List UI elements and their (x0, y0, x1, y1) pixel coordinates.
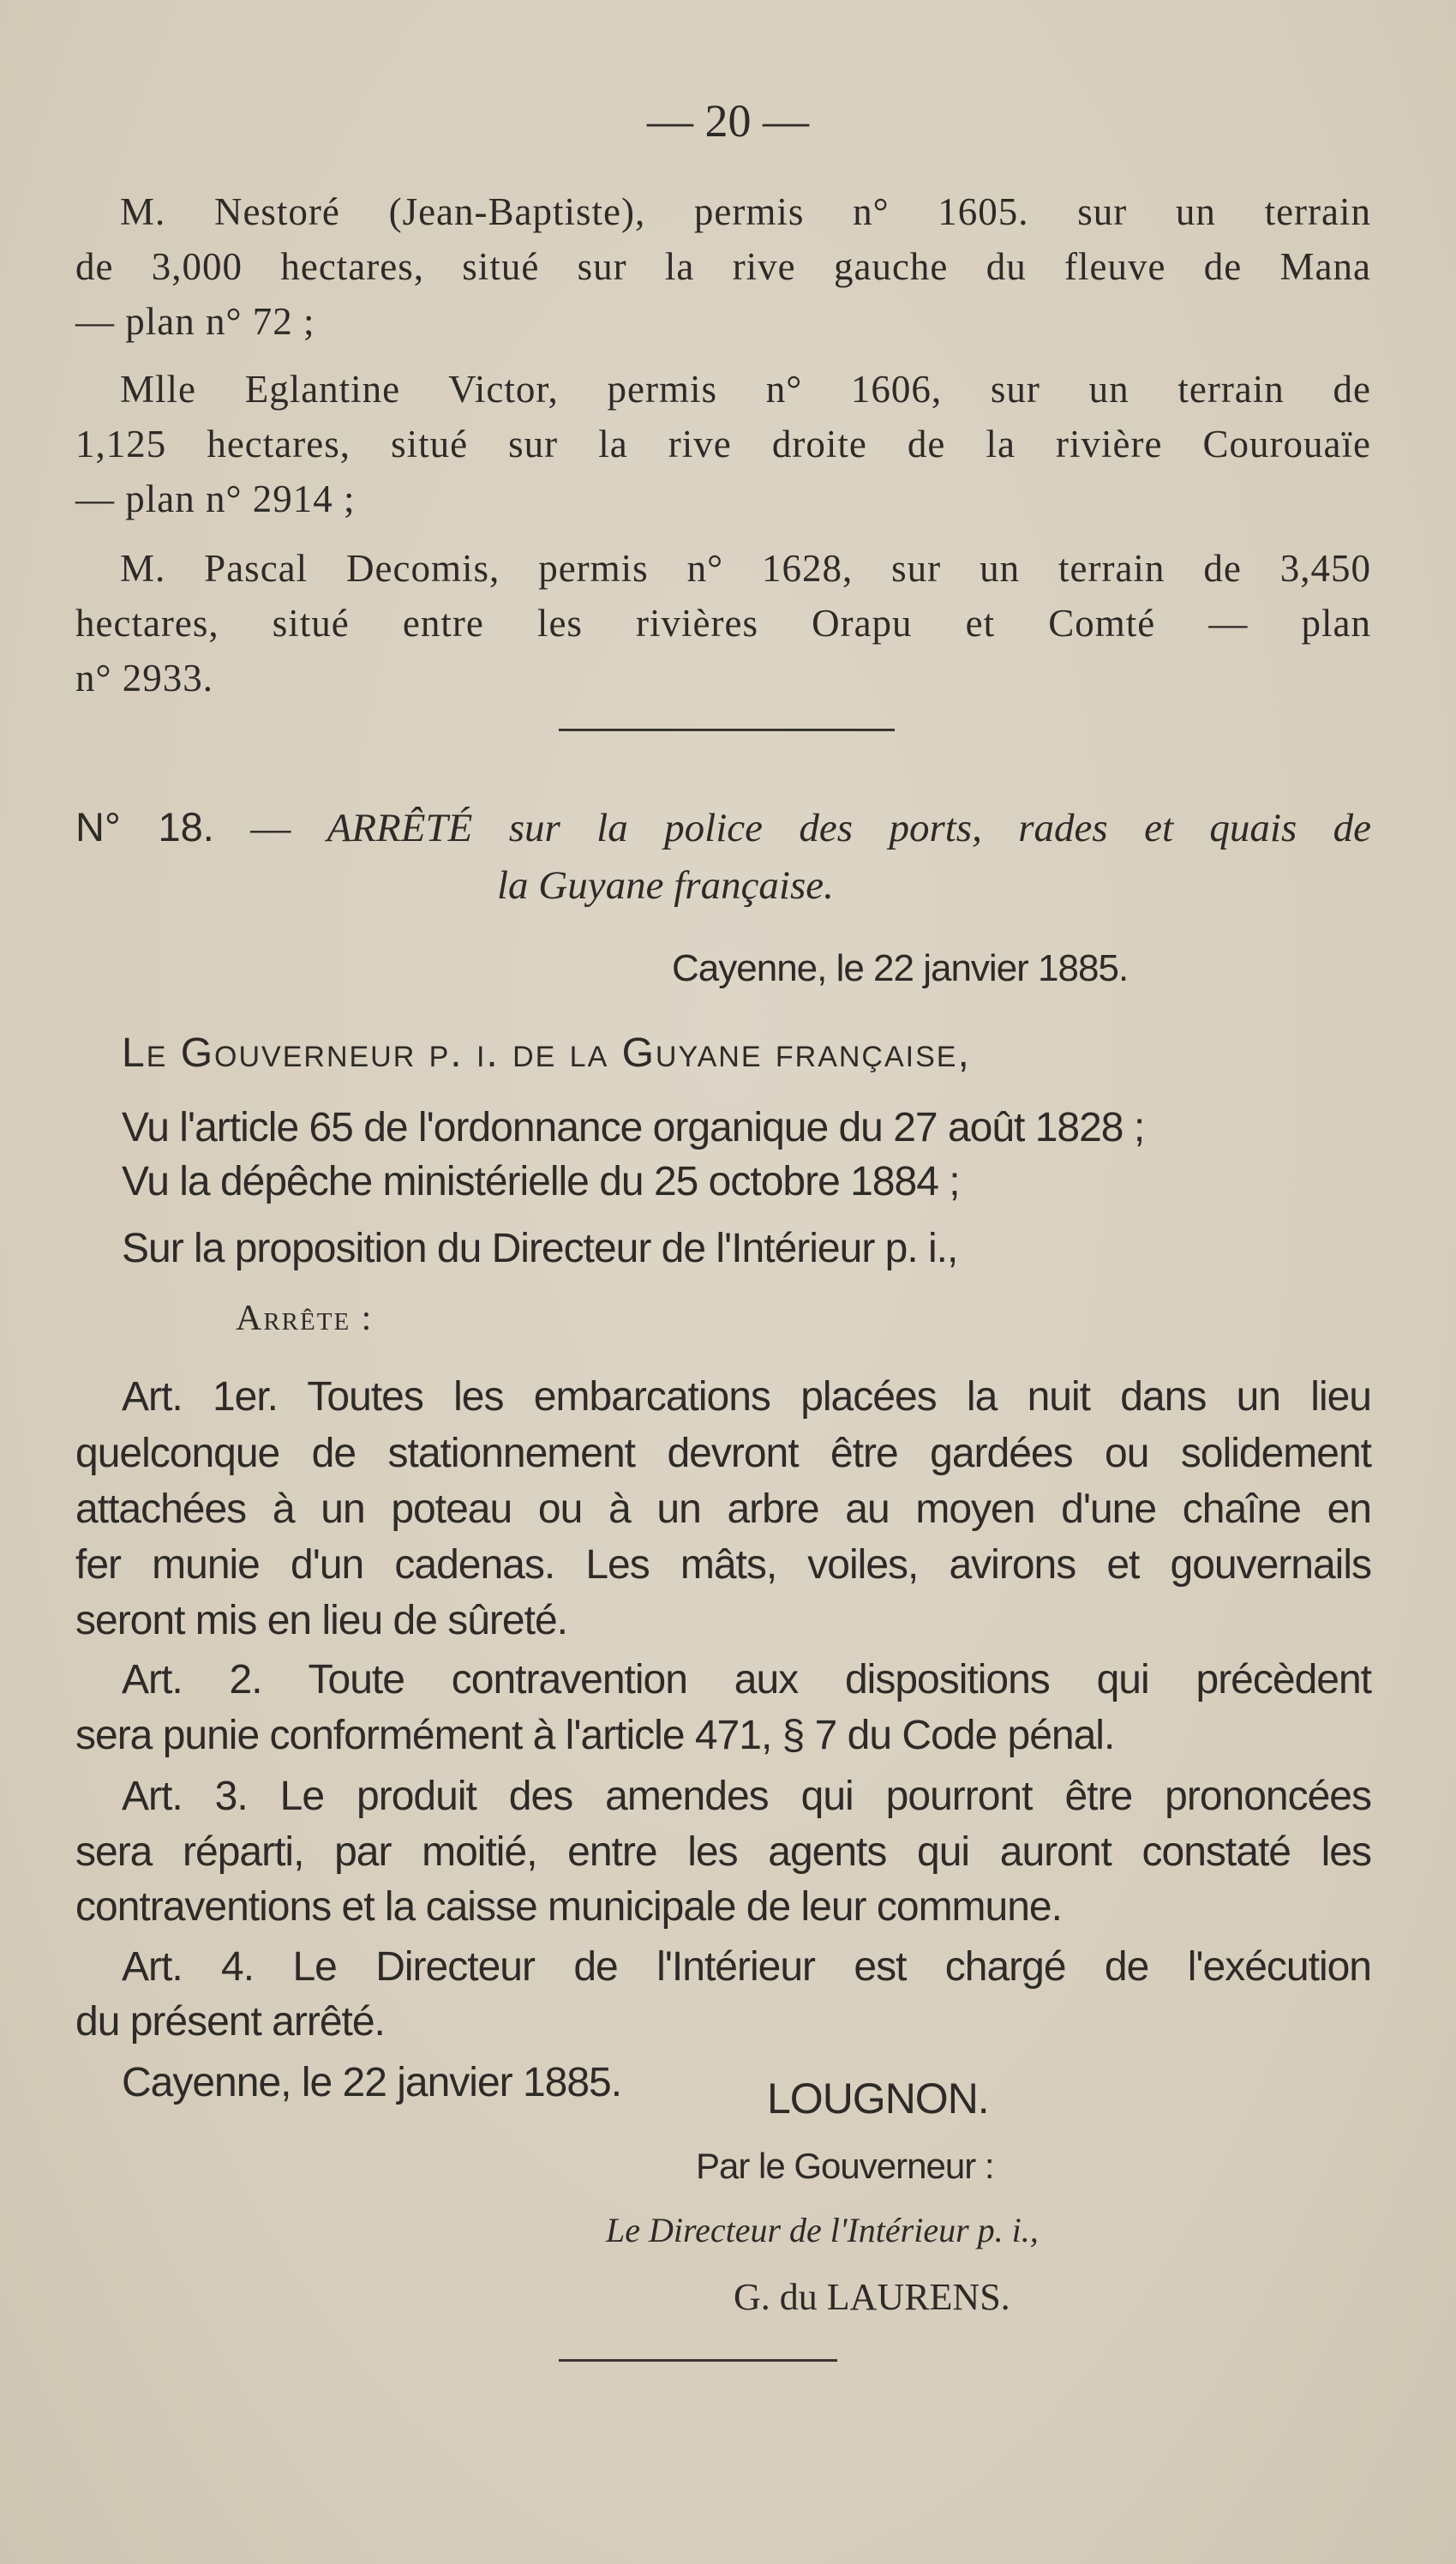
article-2-line-1: Art. 2. Toute contravention aux dispositions qui précèdent (122, 1657, 1371, 1702)
article-1-line-4: fer munie d'un cadenas. Les mâts, voiles, avirons et gouvernails (75, 1542, 1371, 1588)
article-1-line-1: Art. 1er. Toutes les embarcations placées la nuit dans un lieu (122, 1374, 1371, 1420)
arrete-heading (75, 802, 1371, 854)
preamble-vu-article: Vu l'article 65 de l'ordonnance organique du 27 août 1828 ; (122, 1105, 1145, 1150)
preamble-governor (122, 1025, 971, 1082)
director-name: G. du LAURENS. (734, 2276, 1010, 2318)
preamble-governor-text: Le Gouverneur p. i. de la Guyane française, (122, 1030, 971, 1076)
permit-1-line-1: M. Nestoré (Jean-Baptiste), permis n° 1605. sur un terrain (120, 190, 1371, 233)
governor-signature: LOUGNON. (767, 2075, 989, 2123)
article-3-line-1: Art. 3. Le produit des amendes qui pourront être prononcées (122, 1774, 1371, 1819)
article-1-line-2: quelconque de stationnement devront être gardées ou solidement (75, 1431, 1371, 1476)
article-3-line-2: sera réparti, par moitié, entre les agents qui auront constaté les (75, 1829, 1371, 1875)
permit-1-line-3: — plan n° 72 ; (75, 300, 315, 343)
director-line: Le Directeur de l'Intérieur p. i., (606, 2211, 1039, 2249)
permit-3-line-3: n° 2933. (75, 657, 213, 700)
article-4-line-1: Art. 4. Le Directeur de l'Intérieur est chargé de l'exécution (122, 1944, 1371, 1990)
article-1-line-3: attachées à un poteau ou à un arbre au moyen d'une chaîne en (75, 1486, 1371, 1532)
arrete-dateline: Cayenne, le 22 janvier 1885. (672, 947, 1129, 989)
page-number: — 20 — (647, 95, 809, 147)
arrete-label: Arrête : (236, 1299, 374, 1338)
article-4-line-2: du présent arrêté. (75, 1999, 385, 2045)
article-1-line-5: seront mis en lieu de sûreté. (75, 1598, 567, 1643)
arrete-title-line-2: la Guyane française. (497, 863, 834, 908)
article-2-line-2: sera punie conformément à l'article 471, § 7 du Code pénal. (75, 1713, 1115, 1758)
article-3-line-3: contraventions et la caisse municipale de leur commune. (75, 1884, 1062, 1930)
closing-divider (559, 2359, 837, 2362)
preamble-vu-depeche: Vu la dépêche ministérielle du 25 octobre 1884 ; (122, 1159, 960, 1204)
arrete-title-word: ARRÊTÉ (327, 806, 473, 850)
permit-2-line-3: — plan n° 2914 ; (75, 477, 356, 520)
permit-3-line-2: hectares, situé entre les rivières Orapu et Comté — plan (75, 602, 1371, 645)
arrete-title-rest: sur la police des ports, rades et quais de (508, 806, 1372, 850)
permit-2-line-2: 1,125 hectares, situé sur la rive droite de la rivière Courouaïe (75, 423, 1371, 465)
permit-2-line-1: Mlle Eglantine Victor, permis n° 1606, sur un terrain de (120, 368, 1371, 411)
by-governor-line: Par le Gouverneur : (696, 2146, 994, 2186)
arrete-dash: — (250, 806, 291, 850)
section-divider (559, 729, 895, 731)
closing-date: Cayenne, le 22 janvier 1885. (122, 2060, 622, 2105)
permit-3-line-1: M. Pascal Decomis, permis n° 1628, sur un terrain de 3,450 (120, 547, 1371, 590)
preamble-proposition: Sur la proposition du Directeur de l'Intérieur p. i., (122, 1226, 958, 1271)
arrete-number: N° 18. (75, 804, 214, 850)
permit-1-line-2: de 3,000 hectares, situé sur la rive gauche du fleuve de Mana (75, 245, 1371, 288)
